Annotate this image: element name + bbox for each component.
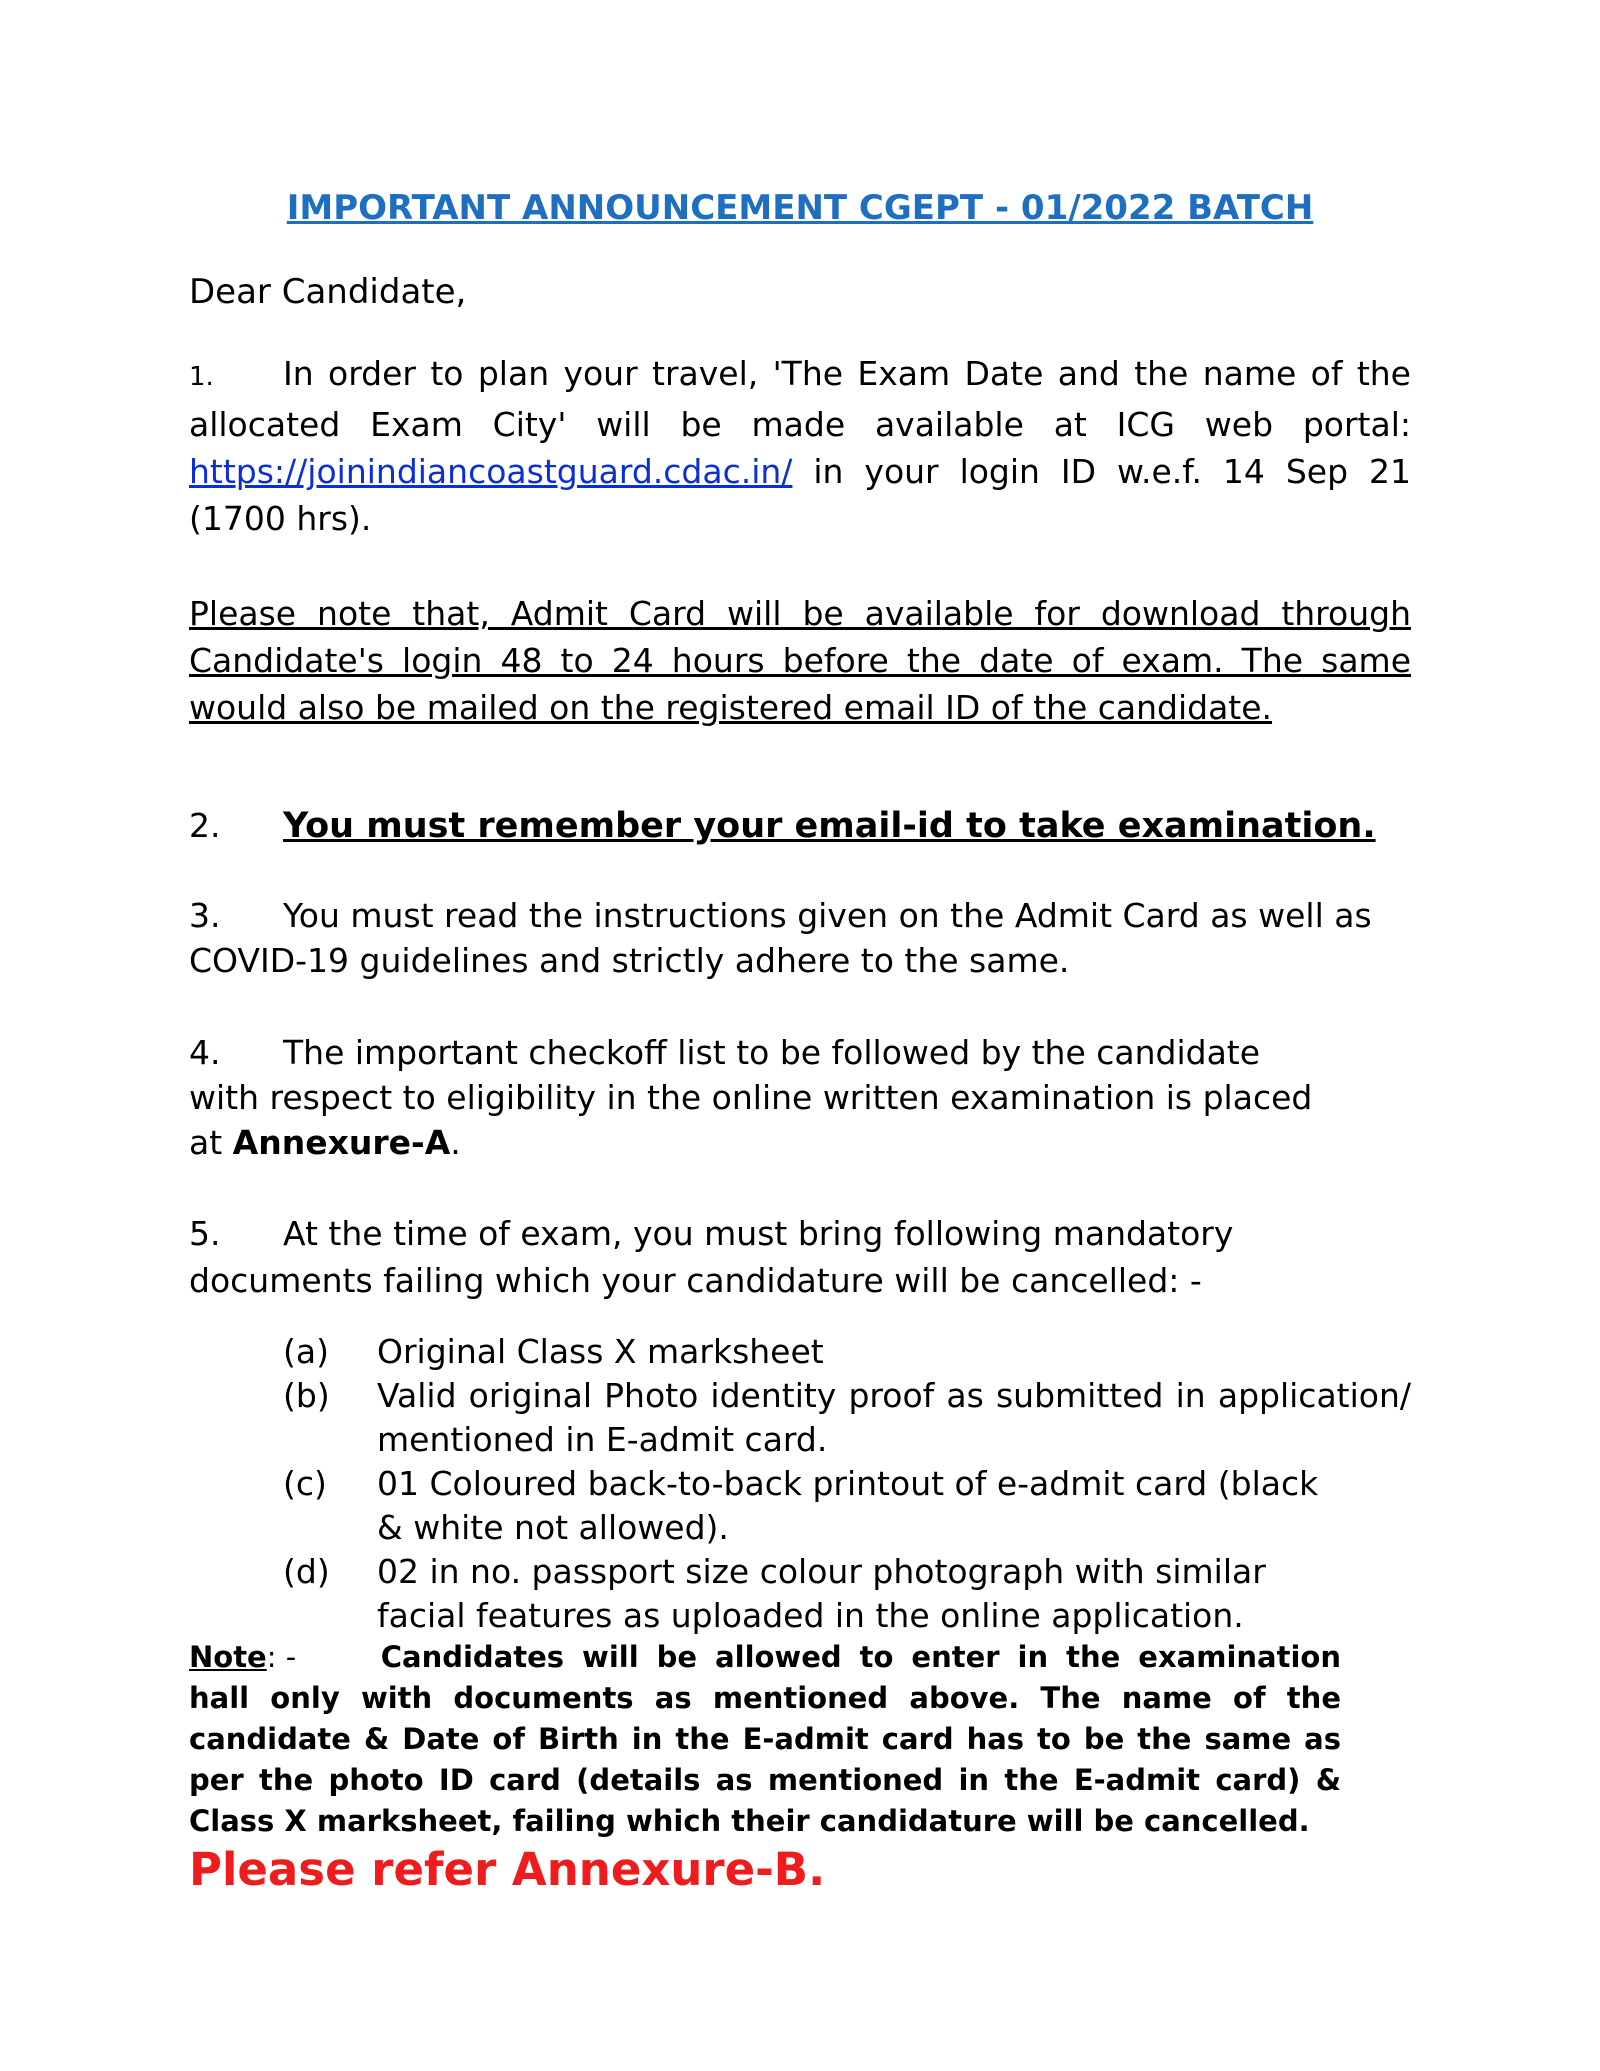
list-item-label: (b): [283, 1376, 330, 1415]
list-item-text: 02 in no. passport size colour photograph with similar facial features as uploaded in the online application.: [377, 1552, 1266, 1635]
list-item-text: Valid original Photo identity proof as submitted in application/ mentioned in E-admit card.: [377, 1376, 1411, 1459]
paragraph-3: [189, 893, 1411, 983]
admit-card-note: Please note that, Admit Card will be available for download through Candidate's login 48 to 24 hours before the date of exam. The same would also be mailed on the registered email ID of the candidate.: [189, 594, 1411, 727]
note-block: [189, 1637, 1341, 1842]
documents-list: [283, 1330, 1411, 1638]
annexure-a: Annexure-A: [232, 1123, 451, 1162]
list-item: [283, 1550, 1411, 1638]
note-separator: : -: [266, 1640, 297, 1674]
paragraph-2-text: You must remember your email-id to take examination.: [283, 806, 1376, 846]
paragraph-3-number: 3.: [189, 896, 221, 935]
paragraph-1: [189, 350, 1411, 542]
note-label: Note: [189, 1640, 267, 1674]
list-item: [283, 1374, 1411, 1462]
paragraph-5: [189, 1210, 1411, 1304]
list-item-label: (d): [283, 1552, 330, 1591]
note-text: Candidates will be allowed to enter in the examination hall only with documents as mentioned above. The name of the candidate & Date of Birth in the E-admit card has to be the same as per the photo ID card (details as mentioned in the E-admit card) & Class X marksheet, failing which their candidature will be cancelled.: [189, 1640, 1341, 1838]
announcement-page: [189, 0, 1411, 2071]
paragraph-4-text: The important checkoff list to be followed by the candidate with respect to eligibility in the online written examination is placed at: [189, 1033, 1313, 1162]
paragraph-5-number: 5.: [189, 1214, 221, 1253]
paragraph-4: [189, 1030, 1319, 1165]
paragraph-5-text: At the time of exam, you must bring following mandatory documents failing which your candidature will be cancelled: -: [189, 1214, 1234, 1300]
list-item-text: Original Class X marksheet: [377, 1332, 824, 1371]
list-item-text: 01 Coloured back-to-back printout of e-admit card (black & white not allowed).: [377, 1464, 1319, 1547]
paragraph-1-text-a: In order to plan your travel, 'The Exam Date and the name of the allocated Exam City' will be made available at ICG web portal:: [189, 354, 1411, 444]
paragraph-1-number: 1.: [189, 362, 214, 392]
paragraph-2: [189, 802, 1411, 850]
portal-link[interactable]: https://joinindiancoastguard.cdac.in/: [189, 452, 793, 491]
paragraph-4-end: .: [450, 1123, 461, 1162]
list-item: [283, 1462, 1411, 1550]
paragraph-1-text-b: in your login ID w.e.f. 14 Sep 21 (1700 hrs).: [189, 452, 1411, 538]
list-item: [283, 1330, 1411, 1374]
paragraph-2-number: 2.: [189, 806, 221, 845]
page-title: IMPORTANT ANNOUNCEMENT CGEPT - 01/2022 BATCH: [286, 188, 1314, 228]
paragraph-4-number: 4.: [189, 1033, 221, 1072]
paragraph-3-text: You must read the instructions given on the Admit Card as well as COVID-19 guidelines and strictly adhere to the same.: [189, 896, 1372, 980]
list-item-label: (a): [283, 1332, 329, 1371]
salutation: Dear Candidate,: [189, 272, 467, 312]
refer-annexure-b: Please refer Annexure-B.: [189, 1843, 826, 1896]
list-item-label: (c): [283, 1464, 327, 1503]
